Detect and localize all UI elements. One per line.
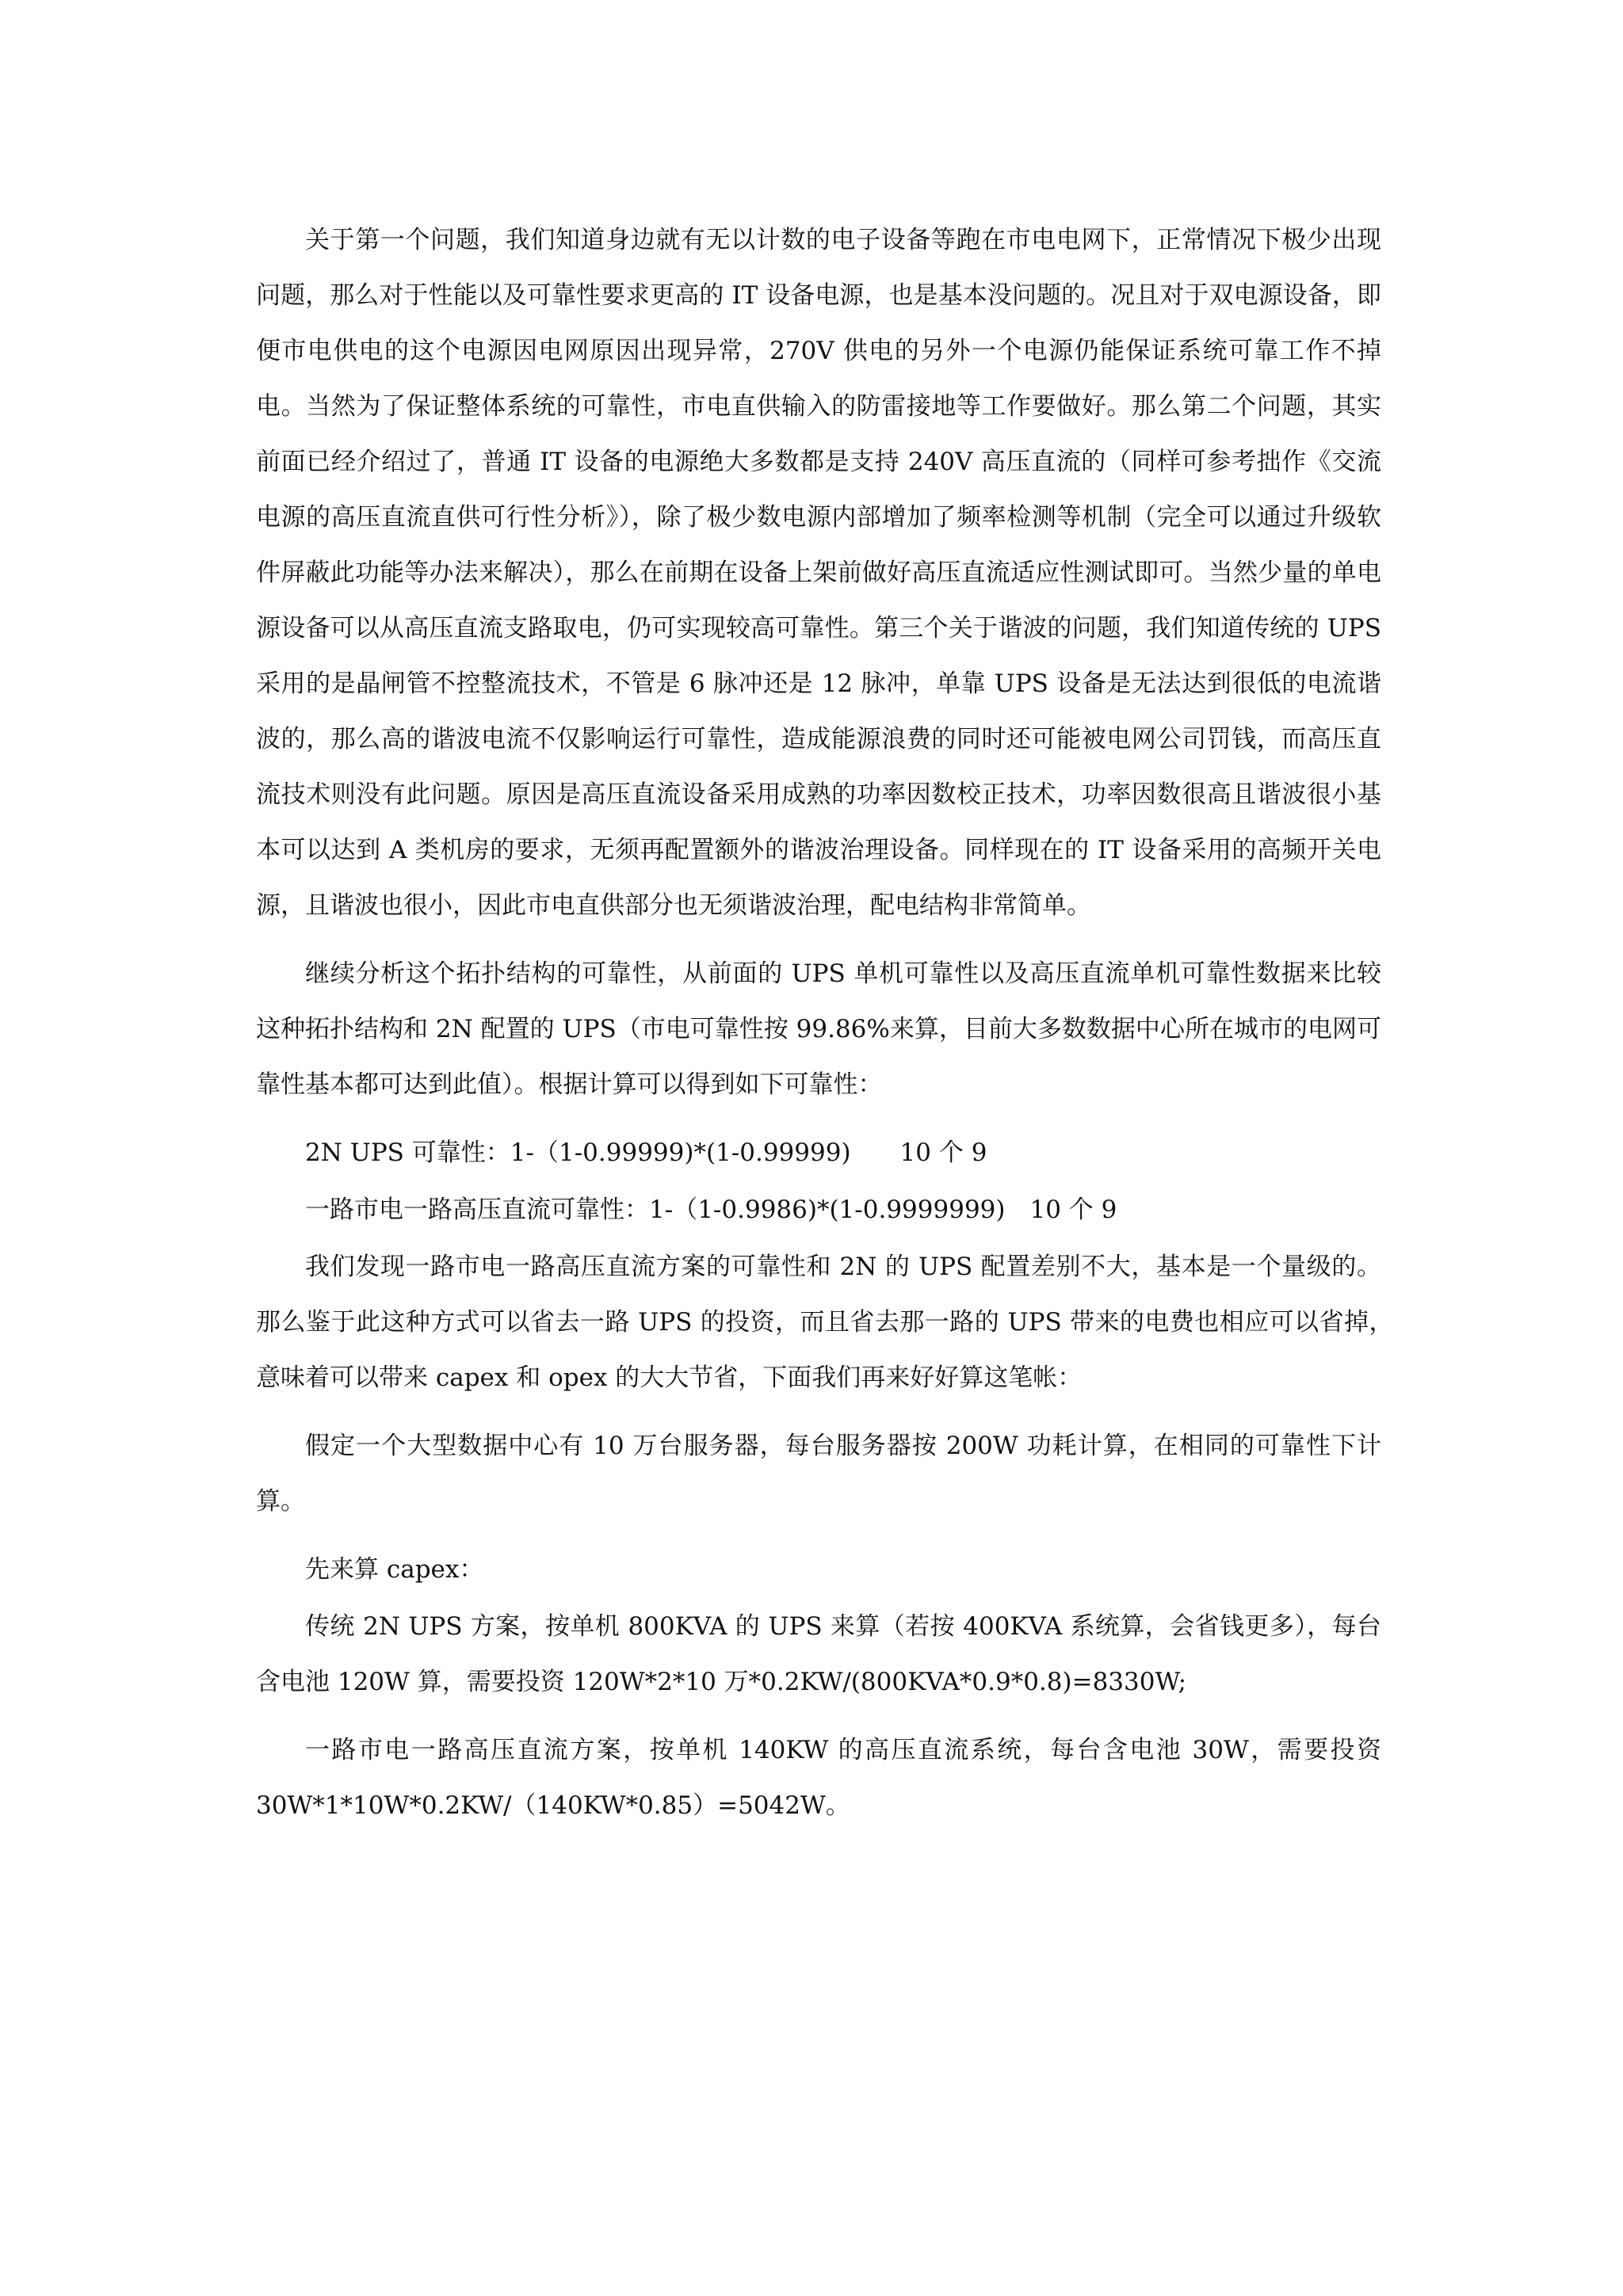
paragraph-issues-analysis: 关于第一个问题，我们知道身边就有无以计数的电子设备等跑在市电电网下，正常情况下极少出现问题，那么对于性能以及可靠性要求更高的 IT 设备电源，也是基本没问题的。况且对于双电源设备，即便市电供电的这个电源因电网原因出现异常，270V 供电的另外一个电源仍能保证系统可靠工作不掉电。当然为了保证整体系统的可靠性，市电直供输入的防雷接地等工作要做好。那么第二个问题，其实前面已经介绍过了，普通 IT 设备的电源绝大多数都是支持 240V 高压直流的（同样可参考拙作《交流电源的高压直流直供可行性分析》），除了极少数电源内部增加了频率检测等机制（完全可以通过升级软件屏蔽此功能等办法来解决），那么在前期在设备上架前做好高压直流适应性测试即可。当然少量的单电源设备可以从高压直流支路取电，仍可实现较高可靠性。第三个关于谐波的问题，我们知道传统的 UPS 采用的是晶闸管不控整流技术，不管是 6 脉冲还是 12 脉冲，单靠 UPS 设备是无法达到很低的电流谐波的，那么高的谐波电流不仅影响运行可靠性，造成能源浪费的同时还可能被电网公司罚钱，而高压直流技术则没有此问题。原因是高压直流设备采用成熟的功率因数校正技术，功率因数很高且谐波很小基本可以达到 A 类机房的要求，无须再配置额外的谐波治理设备。同样现在的 IT 设备采用的高频开关电源，且谐波也很小，因此市电直供部分也无须谐波治理，配电结构非常简单。 — [256, 226, 1381, 920]
paragraph-reliability-comparison: 继续分析这个拓扑结构的可靠性，从前面的 UPS 单机可靠性以及高压直流单机可靠性数据来比较这种拓扑结构和 2N 配置的 UPS（市电可靠性按 99.86%来算，目前大多数数据中心所在城市的电网可靠性基本都可达到此值）。根据计算可以得到如下可靠性： — [256, 959, 1381, 1099]
paragraph-cost-savings: 我们发现一路市电一路高压直流方案的可靠性和 2N 的 UPS 配置差别不大，基本是一个量级的。那么鉴于此这种方式可以省去一路 UPS 的投资，而且省去那一路的 UPS 带来的电费也相应可以省掉， 意味着可以带来 capex 和 opex 的大大节省，下面我们再来好好算这笔帐： — [256, 1253, 1406, 1392]
paragraph-capex-heading: 先来算 capex： — [305, 1555, 484, 1584]
formula-mains-hvdc-reliability: 一路市电一路高压直流可靠性：1-（1-0.9986)*(1-0.9999999) 10 个 9 — [305, 1196, 1117, 1224]
paragraph-hvdc-capex: 一路市电一路高压直流方案，按单机 140KW 的高压直流系统，每台含电池 30W，需要投资 30W*1*10W*0.2KW/（140KW*0.85）=5042W。 — [256, 1736, 1381, 1820]
formula-2n-ups-reliability: 2N UPS 可靠性：1-（1-0.99999)*(1-0.99999) 10 个 9 — [305, 1138, 987, 1167]
paragraph-assumption: 假定一个大型数据中心有 10 万台服务器，每台服务器按 200W 功耗计算，在相同的可靠性下计算。 — [256, 1432, 1381, 1516]
body-text — [256, 212, 1406, 1846]
paragraph-ups-capex: 传统 2N UPS 方案，按单机 800KVA 的 UPS 来算（若按 400KVA 系统算，会省钱更多），每台含电池 120W 算，需要投资 120W*2*10 万*0.2KW/(800KVA*0.9*0.8)=8330W; — [256, 1612, 1381, 1696]
